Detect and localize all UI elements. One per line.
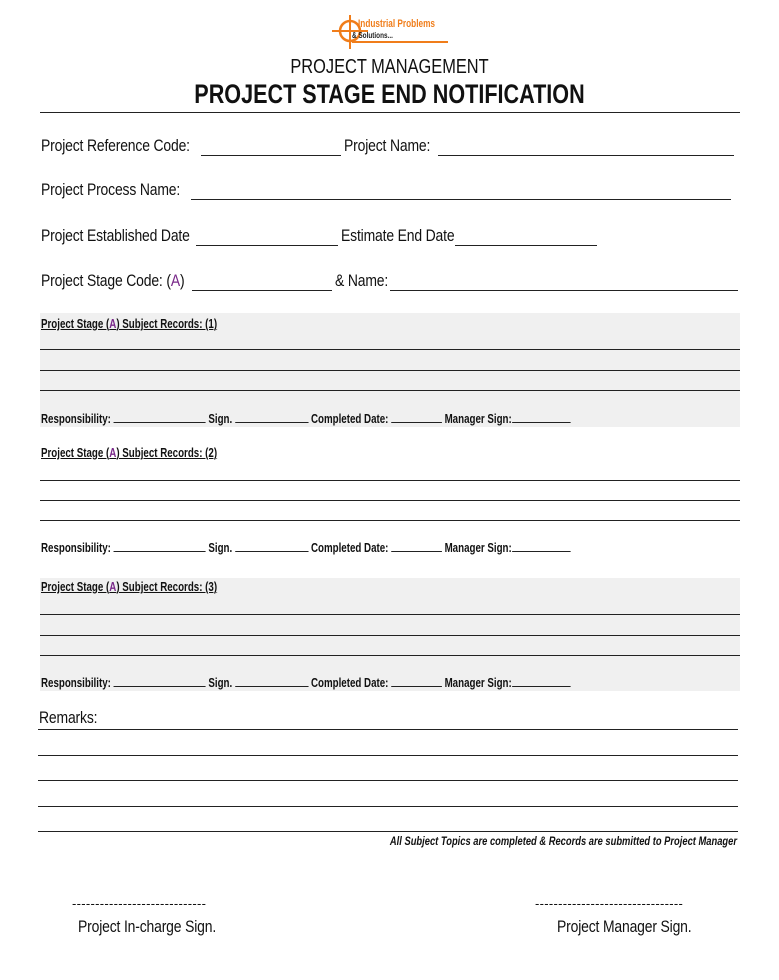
section-3-sign-row: Responsibility: Sign. Completed Date: Manager Sign: — [41, 676, 570, 690]
stage-name-input[interactable] — [390, 290, 738, 291]
manager-sign-label: Project Manager Sign. — [557, 917, 692, 936]
section-3-line[interactable] — [40, 635, 740, 636]
section-1-line[interactable] — [40, 390, 740, 391]
stage-code-label: Project Stage Code: (A) — [41, 271, 185, 290]
process-name-input[interactable] — [191, 199, 731, 200]
header-divider — [40, 112, 740, 113]
incharge-sign-line[interactable]: ----------------------------- — [72, 896, 207, 911]
estimate-end-label: Estimate End Date — [341, 226, 455, 245]
established-date-label: Project Established Date — [41, 226, 190, 245]
logo-text-line2: & Solutions... — [352, 31, 393, 40]
ref-code-input[interactable] — [201, 155, 341, 156]
remarks-line[interactable] — [38, 831, 738, 832]
project-name-label: Project Name: — [344, 136, 431, 155]
remarks-line[interactable] — [38, 729, 738, 730]
form-subtitle: PROJECT MANAGEMENT — [290, 56, 489, 78]
remarks-line[interactable] — [38, 780, 738, 781]
process-name-label: Project Process Name: — [41, 180, 181, 199]
section-1-line[interactable] — [40, 349, 740, 350]
section-1-title: Project Stage (A) Subject Records: (1) — [41, 317, 218, 331]
remarks-label: Remarks: — [39, 708, 98, 727]
section-3-title: Project Stage (A) Subject Records: (3) — [41, 580, 218, 594]
company-logo — [328, 14, 453, 50]
remarks-line[interactable] — [38, 806, 738, 807]
section-1-line[interactable] — [40, 370, 740, 371]
project-name-input[interactable] — [438, 155, 734, 156]
section-2-line[interactable] — [40, 500, 740, 501]
section-2-line[interactable] — [40, 520, 740, 521]
stage-letter: A — [170, 271, 180, 290]
section-3-line[interactable] — [40, 614, 740, 615]
section-2-title: Project Stage (A) Subject Records: (2) — [41, 446, 218, 460]
section-2-line[interactable] — [40, 480, 740, 481]
form-title: PROJECT STAGE END NOTIFICATION — [194, 79, 585, 109]
stage-code-input[interactable] — [192, 290, 332, 291]
stage-name-label: & Name: — [335, 271, 389, 290]
incharge-sign-label: Project In-charge Sign. — [78, 917, 217, 936]
section-2-sign-row: Responsibility: Sign. Completed Date: Manager Sign: — [41, 541, 570, 555]
manager-sign-line[interactable]: -------------------------------- — [535, 896, 684, 911]
section-3-line[interactable] — [40, 655, 740, 656]
estimate-end-input[interactable] — [455, 245, 597, 246]
logo-text-line1: Industrial Problems — [358, 18, 436, 30]
completion-footnote: All Subject Topics are completed & Records are submitted to Project Manager — [389, 834, 737, 848]
remarks-line[interactable] — [38, 755, 738, 756]
logo-underline — [352, 41, 448, 43]
ref-code-label: Project Reference Code: — [41, 136, 190, 155]
section-1-sign-row: Responsibility: Sign. Completed Date: Manager Sign: — [41, 412, 570, 426]
established-date-input[interactable] — [196, 245, 338, 246]
